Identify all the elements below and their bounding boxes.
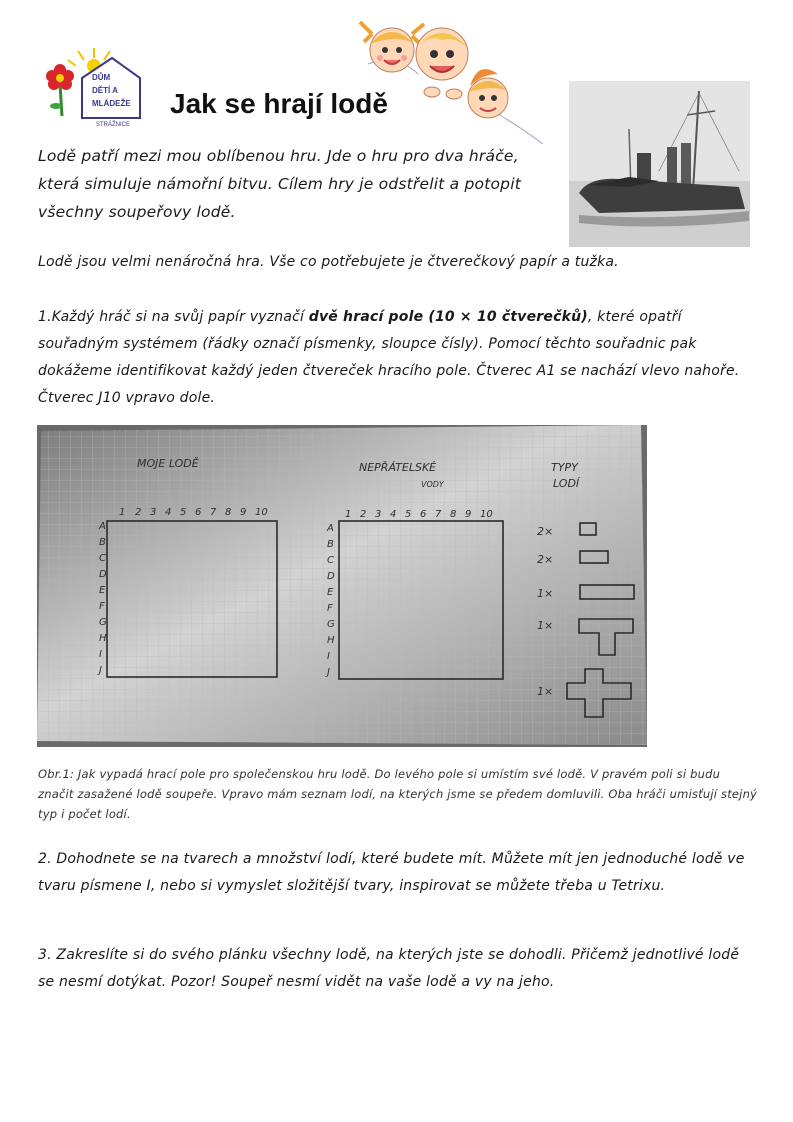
col-number: 8 — [225, 507, 232, 518]
col-number: 4 — [165, 507, 172, 518]
row-letter: I — [99, 649, 102, 660]
col-number: 10 — [255, 507, 268, 518]
col-number: 5 — [180, 507, 187, 518]
game-board-photo — [37, 425, 647, 747]
col-number: 3 — [150, 507, 157, 518]
page-title: Jak se hrají lodě — [170, 88, 388, 119]
label-ships: LODÍ — [553, 477, 580, 490]
row-letter: C — [327, 555, 334, 566]
row-letter: D — [327, 571, 335, 582]
col-number: 5 — [405, 509, 412, 520]
intro-paragraph: Lodě patří mezi mou oblíbenou hru. Jde o hru pro dva hráče, která simuluje námořní bitvu. Cílem hry je odstřelit a potopit všechny soupeřovy lodě. — [38, 147, 521, 221]
logo-line-1: DŮM — [92, 73, 111, 82]
row-letter: A — [99, 521, 106, 532]
col-number: 3 — [375, 509, 382, 520]
step-2-paragraph: 2. Dohodnete se na tvarech a množství lodí, které budete mít. Můžete mít jen jednoduché lodě ve tvaru písmene I, nebo si vymyslet složitější tvary, inspirovat se můžete třeba u Tetrixu. — [38, 851, 745, 894]
logo-line-2: DĚTÍ A — [92, 86, 118, 95]
ship-count: 2× — [537, 525, 554, 538]
ship-count: 1× — [537, 619, 554, 632]
row-letter: E — [99, 585, 106, 596]
row-letter: F — [327, 603, 333, 614]
ship-count: 1× — [537, 685, 554, 698]
row-letter: H — [327, 635, 335, 646]
label-ship-types: TYPY — [551, 461, 578, 474]
row-letter: D — [99, 569, 107, 580]
col-number: 7 — [210, 507, 217, 518]
col-number: 10 — [480, 509, 493, 520]
col-number: 4 — [390, 509, 397, 520]
ship-count: 2× — [537, 553, 554, 566]
children-illustration — [358, 14, 548, 144]
col-number: 9 — [465, 509, 472, 520]
ddm-logo — [44, 46, 144, 128]
step-3-paragraph: 3. Zakreslíte si do svého plánku všechny lodě, na kterých jste se dohodli. Přičemž jednotlivé lodě se nesmí dotýkat. Pozor! Soupeř nesmí vidět na vaše lodě a vy na jeho. — [38, 947, 740, 990]
col-number: 1 — [345, 509, 352, 520]
row-letter: C — [99, 553, 106, 564]
row-letter: E — [327, 587, 334, 598]
col-number: 1 — [119, 507, 126, 518]
row-letter: F — [99, 601, 105, 612]
col-number: 6 — [420, 509, 427, 520]
row-letter: H — [99, 633, 107, 644]
col-number: 8 — [450, 509, 457, 520]
figure-caption: Obr.1: Jak vypadá hrací pole pro společenskou hru lodě. Do levého pole si umístím své lodě. V pravém poli si budu značit zasažené lodě soupeře. Vpravo mám seznam lodí, na kterých jsme se předem domluvili. Oba hráči umisťují stejný typ i počet lodí. — [38, 767, 758, 821]
col-number: 7 — [435, 509, 442, 520]
row-letter: G — [99, 617, 107, 628]
paragraph-requirements: Lodě jsou velmi nenáročná hra. Vše co potřebujete je čtverečkový papír a tužka. — [38, 254, 619, 270]
logo-line-4: STRÁŽNICE — [96, 122, 131, 128]
row-letter: G — [327, 619, 335, 630]
row-letter: B — [99, 537, 106, 548]
label-waters: VODY — [421, 480, 444, 489]
step-1-bold-text: dvě hrací pole (10 × 10 čtverečků) — [308, 309, 588, 325]
step-1-text-end: , které opatří souřadným systémem (řádky označí písmenky, sloupce čísly). Pomocí těchto souřadnic pak dokážeme identifikovat každý jeden čtvereček hracího pole. Čtverec A1 se nachází vlevo nahoře. Čtverec J10 vpravo dole. — [38, 309, 740, 406]
row-letter: B — [327, 539, 334, 550]
row-letter: J — [327, 667, 330, 678]
row-letter: I — [327, 651, 330, 662]
ship-count: 1× — [537, 587, 554, 600]
step-1-text-start: 1.Každý hráč si na svůj papír vyznačí — [38, 309, 309, 325]
col-number: 9 — [240, 507, 247, 518]
logo-line-3: MLÁDEŽE — [92, 99, 131, 108]
col-number: 2 — [360, 509, 367, 520]
label-my-ships: MOJE LODĚ — [137, 457, 199, 470]
col-number: 2 — [135, 507, 142, 518]
step-1-paragraph — [38, 304, 758, 412]
row-letter: J — [99, 665, 102, 676]
label-enemy-waters: NEPŘÁTELSKÉ — [359, 461, 437, 474]
col-number: 6 — [195, 507, 202, 518]
row-letter: A — [327, 523, 334, 534]
battleship-photo — [569, 81, 750, 247]
